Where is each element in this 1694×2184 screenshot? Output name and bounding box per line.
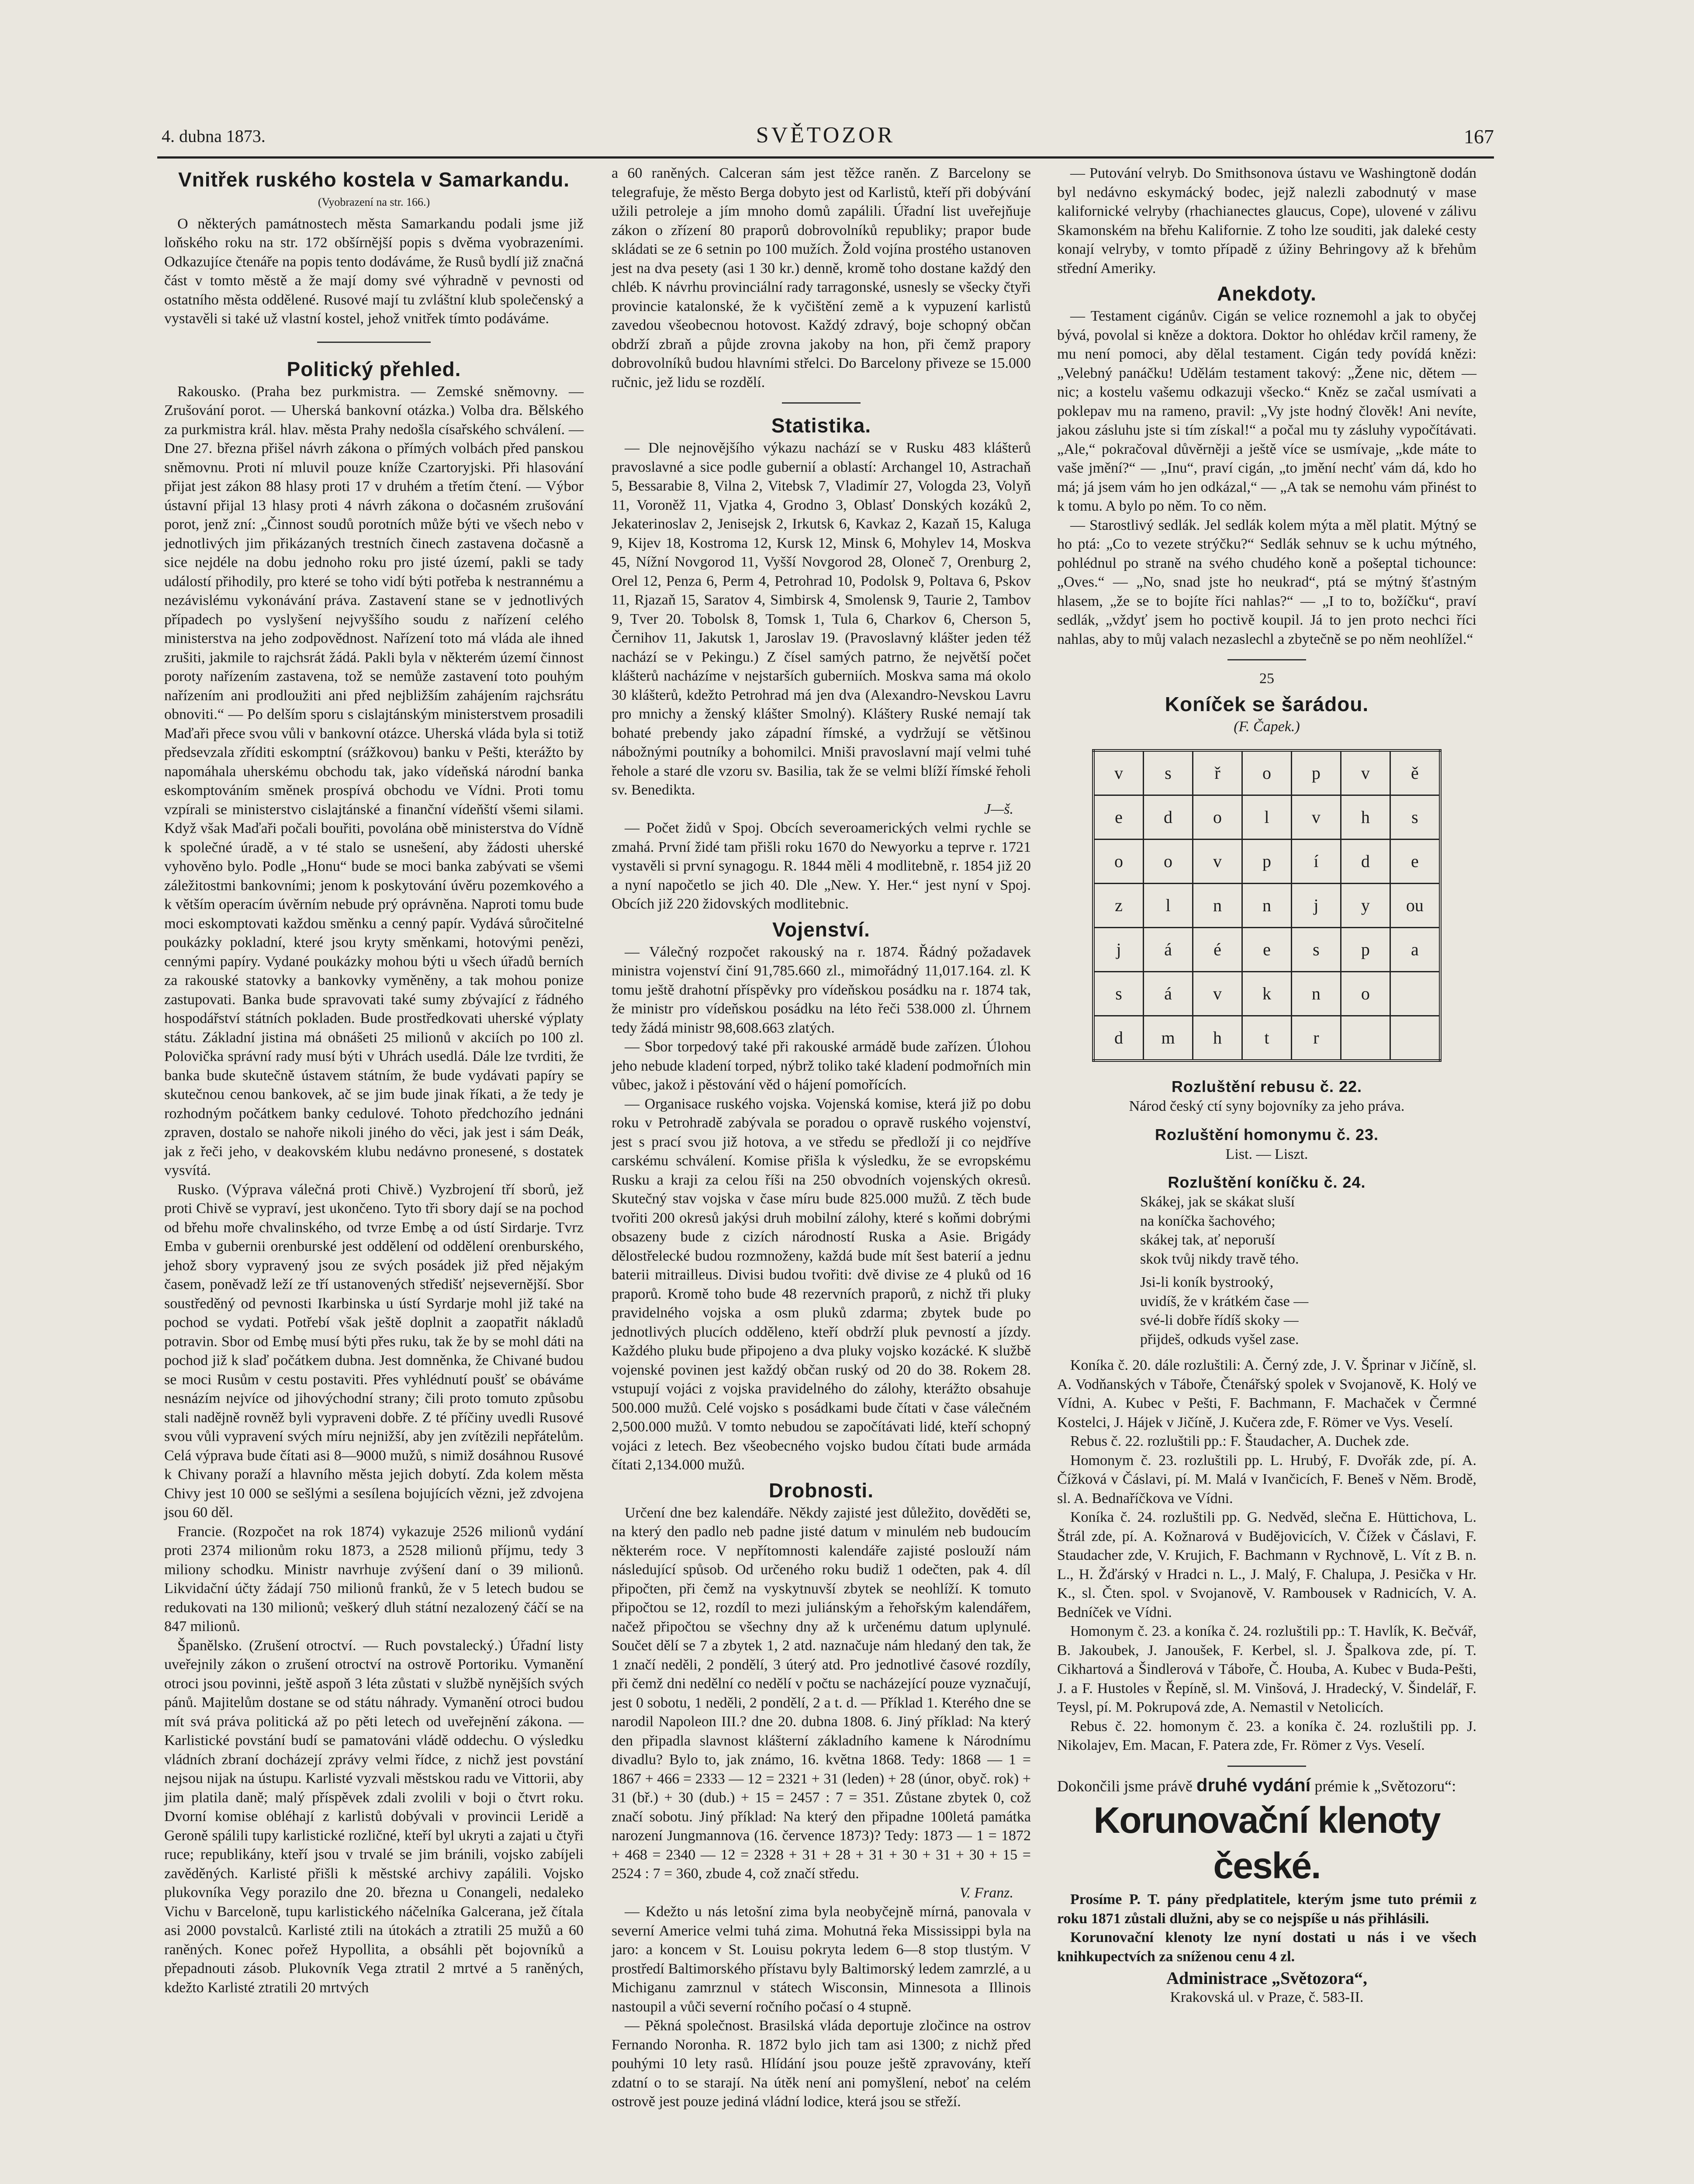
puzzle-cell: ou [1390,884,1440,928]
puzzle-cell: p [1341,928,1390,972]
puzzle-number: 25 [1259,670,1274,687]
paragraph: Určení dne bez kalendáře. Někdy zajisté jest důležito, dověděti se, na který den padlo neb padne jisté datum v minulém neb budoucím některém roce. V nepřítomnosti kalendáře zajisté poslouží nám následující spůsob. Od určeného roku budiž 1 odečten, pak 4. díl připočten, při čemž na vyskytnuvší zbytek se neohlíží. K tomuto připočtou se 12, rozdíl to mezi juliánským a řehořským kalendářem, načež připočtou se všechny dny až k určenému datum uplynulé. Součet dělí se 7 a zbytek 1, 2 atd. naznačuje nám hledaný den tak, že 1 značí neděli, 2 pondělí, 3 úterý atd. Pro jednotlivé časové rozdíly, při čemž dni nedělní co nedělí v počtu se nacházející pouze vyznačují, jest 0 sobotu, 1 neděli, 2 pondělí, 2 a t. d. — Příklad 1. Kterého dne se narodil Napoleon III.? dne 20. dubna 1808. 6. Jiný příklad: Na který den připadla slavnost klášterní základního kamene k Národnímu divadlu? Bylo to, jak známo, 16. května 1868. Tedy: 1868 — 1 = 1867 + 466 = 2333 — 12 = 2321 + 31 (leden) + 28 (únor, obyč. rok) + 31 (bř.) + 30 (dub.) + 15 = 2457 : 7 = 351. Zůstane zbytek 0, což značí sobotu. Jiný příklad: Na který den připadne 100letá památka narození Jungmannova (16. července 1873)? Tedy: 1873 — 1 = 1872 + 468 = 2340 — 12 = 2328 + 31 + 28 + 31 + 30 + 31 + 30 + 15 = 2524 : 7 = 360, zbude 4, což značí středu. [612,1504,1031,1882]
puzzle-row [1093,884,1440,928]
advertisement-text: Prosíme P. T. pány předplatitele, kterým jsme tuto prémii z roku 1871 zůstali dlužni, aby se co nejspíše u nás přihlásili. [1057,1891,1476,1927]
puzzle-cell: á [1144,928,1193,972]
puzzle-cell: ě [1390,750,1440,795]
paragraph: — Organisace ruského vojska. Vojenská komise, která již po dobu roku v Petrohradě zabývala se poradou o opravě ruského vojenství, jest s prací svou již hotova, a ve středu se předloží ji co nejdříve carskému schválení. Komise přišla k výsledku, že se evropskému Rusku a kraji za celou říši na 250 obvodních vojenských okresů. Skutečný stav vojska v čase míru bude 825.000 mužů. Z těch bude tvořiti 200 okresů jakýsi druh mobilní zálohy, které s koňmi dobrými obsazeny bude z cizích národností Ruska a Asie. Brigády dělostřelecké budou rozmnoženy, každá bude mít šest baterií a jednu baterii mitrailleus. Divisi budou tvořiti: dvě divise ze 4 pluků od 16 praporů. Kromě toho bude 48 rezervních praporů, z nichž tři pluky pravidelného vojska a osm pluků zdarma; zbytek bude po jednotlivých plucích odděleno, kteří obdrží pluk pevností a jízdy. Každého pluku bude připojeno a dva pluky vojsko kozácké. K službě vojenské povinen jest každý občan ruský od 20 do 38. Rokem 28. vstupují vojáci z vojska pravidelného do zálohy, kterážto obsahuje 500.000 mužů. Celé vojsko s posádkami bude čítati v čase válečném 2,500.000 mužů. V tomto nebudou se započítávati lidé, kteří schopný vojáci z letech. Bez všeobecného vojsko budou čítati bude armáda čítati 2,134.000 mužů. [612,1095,1031,1473]
puzzle-cell: n [1242,884,1291,928]
section-divider [317,342,431,343]
puzzle-cell: h [1193,1016,1242,1061]
ad-intro-text: prémie k „Světozoru“: [1314,1777,1456,1795]
puzzle-cell: e [1093,795,1144,840]
solvers-list: Koníka č. 24. rozluštili pp. G. Nedvěd, slečna E. Hüttichova, L. Štrál zde, pí. A. Kožnarová v Budějovicích, V. Čížek v Čáslavi, F. Staudacher zde, V. Krujich, F. Bachmann v Rychnově, L. Vít z B. n. L., H. Žďárský v Hradci n. L., J. Malý, F. Chalupa, J. Pesička v Hr. K., sl. Čten. spol. v Svojanově, V. Rambousek v Radnicích, V. A. Bedníček ve Vídni. [1057,1509,1476,1621]
page-header [157,117,1494,159]
paragraph: — Sbor torpedový také při rakouské armádě bude zařízen. Úlohou jeho nebude kladení torped, nýbrž toliko také kladení podmořních min vůbec, jakož i pěstování věd o hájení pomořících. [612,1039,1031,1093]
verse-line: na koníčka šachového; [1140,1213,1276,1229]
article-subtitle: (Vyobrazení na str. 166.) [318,196,430,208]
verse-line: skákej tak, ať neporuší [1140,1232,1276,1248]
puzzle-row [1093,1016,1440,1061]
section-divider [1227,1766,1306,1767]
puzzle-cell: é [1193,928,1242,972]
puzzle-cell: j [1093,928,1144,972]
puzzle-row [1093,840,1440,884]
solution-title: Rozluštění homonymu č. 23. [1155,1125,1379,1144]
column-3 [1057,164,1476,2007]
puzzle-cell: z [1093,884,1144,928]
issue-date: 4. dubna 1873. [162,126,266,146]
solution-verse [1057,1192,1476,1349]
puzzle-row [1093,972,1440,1016]
puzzle-cell: s [1093,972,1144,1016]
section-title: Drobnosti. [769,1479,874,1502]
paragraph: — Kdežto u nás letošní zima byla neobyčejně mírná, panovala v severní Americe velmi tuhá zima. Mohutná řeka Mississippi byla na jaro: a koncem v St. Louisu pokryta ledem 6—8 stop tlustým. V prostředí Baltimorského přístavu byly Baltimorský ledem zamrzlé, a u Michiganu zamrznul v státech Wisconsin, Minnesota a Illinois nastoupil a vůči severní ročního počasí o 4 stupně. [612,1904,1031,2015]
puzzle-cell [1341,1016,1390,1061]
section-divider [1227,659,1306,660]
paragraph: — Pěkná společnost. Brasilská vláda deportuje zločince na ostrov Fernando Noronha. R. 1872 bylo jich tam asi 1300; z nichž před pouhými 10 lety rasů. Hlídání jsou pouze ještě zpravovány, kteří zdatní o to se starají. Na útěk není ani pomyšlení, neboť na celém ostrově jest pouze jediná vládní lodice, která jsou se střeží. [612,2018,1031,2110]
puzzle-cell: s [1291,928,1341,972]
puzzle-cell: d [1093,1016,1144,1061]
verse-line: skok tvůj nikdy travě tého. [1140,1251,1299,1267]
puzzle-cell: k [1242,972,1291,1016]
puzzle-cell: h [1341,795,1390,840]
paragraph: a 60 raněných. Calceran sám jest těžce raněn. Z Barcelony se telegrafuje, že město Berga dobyto jest od Karlistů, kteří při dobývání užili petroleje a jím mnoho domů zapálili. Úřadní list uveřejňuje zákon o zřízení 80 praporů dobrovolníků republiky; prapor bude skládati se ze 6 setnin po 100 mužích. Žold vojína prostého ustanoven jest na dva pesety (asi 1 30 kr.) denně, kromě toho dostane každý den chléb. K návrhu provinciální rady tarragonské, usnesly se všecky čtyři provincie katalonské, že k vyčištění země a k vypuzení karlistů zavedou všeobecnou hotovost. Každý zdravý, boje schopný občan obdrží zbraň a půjde zrovna jakoby na hon, při čemž prapory dobrovolníků budou hlavními střelci. Do Barcelony přiveze se 15.000 ručnic, jež lidu se rozdělí. [612,165,1031,390]
verse-line: přijdeš, odkuds vyšel zase. [1140,1331,1299,1348]
section-title: Anekdoty. [1217,282,1317,305]
puzzle-cell: s [1390,795,1440,840]
verse-line: své-li dobře řídíš skoky — [1140,1312,1299,1328]
puzzle-cell: v [1341,750,1390,795]
puzzle-cell: v [1093,750,1144,795]
puzzle-cell [1390,1016,1440,1061]
puzzle-cell: n [1193,884,1242,928]
column-1 [164,164,584,1997]
puzzle-cell: j [1291,884,1341,928]
paragraph: — Testament cigánův. Cigán se velice roznemohl a jak to obyčej bývá, povolal si kněze a doktora. Doktor ho ohlédav krčil rameny, že mu není pomoci, aby dělal testament. Cigán tedy povídá knězi: „Velebný panáčku! Udělám testament takový: „Žene nic, dětem — nic; a kostelu vašemu odkazuji všecko.“ Kněz se začal usmívati a poklepav mu na rameno, pravil: „Vy jste hodný člověk! Ani nevíte, jakou zásluhu jste si tím získal!“ a počal mu ty zásluhy vypočítávati. „Ale,“ pokračoval důvěrněji a ještě více se usmívaje, „kde máte to vaše jmění?“ — „Inu“, praví cigán, „to jmění nechť vám dá, kdo ho má; já jsem vám ho jen odkázal,“ — „A tak se nemohu vám přinést to k tomu. A bylo po něm. To co něm. [1057,308,1476,514]
puzzle-cell: a [1390,928,1440,972]
puzzle-author: (F. Čapek.) [1234,718,1300,735]
advertisement-headline: Korunovační klenoty české. [1093,1800,1440,1886]
puzzle-cell: ř [1193,750,1242,795]
puzzle-cell: p [1291,750,1341,795]
article-title: Vnitřek ruského kostela v Samarkandu. [178,168,570,191]
puzzle-cell: í [1291,840,1341,884]
solution-title: Rozluštění rebusu č. 22. [1171,1078,1362,1095]
paragraph: Španělsko. (Zrušení otroctví. — Ruch povstalecký.) Úřadní listy uveřejnily zákon o zrušení otroctví na ostrově Portoriku. Vymanění otroci jsou povinni, ještě aspoň 3 léta zůstati v službě nynějších svých pánů. Majitelům dostane se od státu náhrady. Vymanění otroci budou mít svá práva politická až po pěti letech od uveřejnění zákona. — Karlistické povstání budí se pamatováni vládě oddechu. O výsledku vládních zbraní docházejí zprávy velmi řídce, z nichž jest povstání nejsou nijak na ústupu. Karlisté vyzvali městskou radu ve Vittorii, aby jim platila daně; malý příspěvek zdali zvolili v boji o čtvrt roku. Dvorní komise obléhají z karlistů dobývali v provincii Leridě a Geroně spálili tupy karlistické rozličné, kteří byl ukryti a zajati u čtyři ruce; republikány, kteří jsou v trvalé se jim bránili, vojsko zabíjeli zavěděných. Karlisté přišli k městské archivy zapálili. Vojsko plukovníka Vegy porazilo dne 20. března u Conangeli, nedaleko Vichu v Barceloně, tupu karlistického náčelníka Galcerana, jež čítala asi 2000 povstalců. Karlisté ztili na útokách a ztratili 25 mužů a 60 raněných. Konec pořež Hypollita, a obsáhli pět bojovníků a přepadnouti zásob. Plukovník Vega ztratil 2 mrtvé a 5 raněných, kdežto Karlisté ztratili 20 mrtvých [164,1637,584,1996]
puzzle-row [1093,928,1440,972]
solvers-list: Koníka č. 20. dále rozluštili: A. Černý zde, J. V. Šprinar v Jičíně, sl. A. Vodňanských v Táboře, Čtenářský spolek v Svojanově, K. Holý ve Vídni, A. Kubec v Pešti, F. Bachmann, F. Machaček v Čermné Kostelci, J. Hájek v Jičíně, J. Kučera zde, F. Römer ve Vys. Veselí. [1057,1357,1476,1431]
verse-line: Skákej, jak se skákat sluší [1140,1194,1295,1210]
paragraph: Rakousko. (Praha bez purkmistra. — Zemské sněmovny. — Zrušování porot. — Uherská bankovní otázka.) Volba dra. Bělského za purkmistra král. hlav. města Prahy nedošla císařského schválení. — Dne 27. března přišel návrh zákona o přímých volbách před panskou sněmovnu. Proti ní mluvil pouze kníže Czartoryjski. Při hlasování přijat jest zákon 88 hlasy proti 17 v druhém a třetím čtení. — Výbor ústavní přijal 13 hlasy proti 4 návrh zákona o dočasném zrušování porot, jenž zní: „Činnost soudů porotních může býti ve všech nebo v jednotlivých jim přikázaných trestních činech zastavena dočasně a sice nejdéle na dobu jednoho roku pro jisté území, pakli se tady událostí přihodily, pro které se toho vidí býti potřeba k nestrannému a nezávislému vykonávání práva. Zastavení stane se v jednotlivých případech po vyslyšení nejvyššího soudu z nařízení celého ministerstva na jeho zodpovědnost. Nařízení toto má vláda ale ihned zrušiti, jakmile to rajchsrát žádá. Pakli byla v některém území činnost poroty nařízením zastavena, tož se nemůže zastavení toto pouhým nařízením ani prodloužiti ani před nejbližším zahájením rajchsrátu obnoviti.“ — Po delším sporu s cislajtánským ministerstvem prosadili Maďaři přece svou vůli v bankovní otázce. Uherská vláda byla si totiž předsevzala zříditi eskomptní (srážkovou) banku v Pešti, kterážto by napomáhala uherskému obchodu tak, jako vídeňská národní banka eskomptováním směnek prospívá obchodu ve Vídni. Proti tomu vzpírali se ministerstvo cislajtánské a finanční vídeňští všemi silami. Když však Maďaři počali bouřiti, povolána obě ministerstva do Vídně k společné úradě, a v té stalo se usnešení, aby žádosti uherské vyhověno bylo. Podle „Honu“ bude se moci banka zabývati se všemi záležitostmi bankovními; jenom k poskytování úvěru pozemkového a k větším operacím úvěrním nebude prý oprávněna. Naproti tomu bude moci eskomptovati každou směnku a cenný papír. Vydává sůročitelné poukázky pokladní, které jsou kryty směnkami, hotovými penězi, cennými papíry. Vydané poukázky mohou býti u všech úřadů berních za rakouské statovky a bankovky vyměněny, a tak mohou ponize zastupovati. Banka bude spravovati také sumy zbývající z řádného hospodářství státních pokladen. Bude prostředkovati uherské výplaty státu. Základní jistina má obnášeti 25 milionů v akciích po 100 zl. Polovička správní rady musí býti v Uhrách usedlá. Dále lze tvrditi, že banka bude skutečně ústavem státním, že bude vydávati papíry se skutečnou cenou bankovek, ač se jim bude jinak říkati, a že tedy je rozhodným počátkem banky cedulové. Tohoto předchozího jednáni zpraven, dostalo se nahoře nikoli jiného do věci, jak jest i sám Deák, jak z řeči jeho, v deakovském klubu nedávno pronesené, s dostatek vysvítá. [164,383,584,1178]
puzzle-cell: o [1093,840,1144,884]
puzzle-cell: t [1242,1016,1291,1061]
puzzle-cell: d [1144,795,1193,840]
puzzle-cell: s [1144,750,1193,795]
verse-line: Jsi-li koník bystrooký, [1140,1274,1274,1290]
solution-text: List. — Liszt. [1225,1146,1308,1162]
paragraph: O některých památnostech města Samarkandu podali jsme již loňského roku na str. 172 obšírnější popis s dvěma vyobrazeními. Odkazujíce čtenáře na popis tento dodáváme, že Rusů bydlí již značná část v tomto městě a že mají domy své výhradně v pevnosti od ostatního města oddělené. Rusové mají tu zvláštní klub společenský a vystavěli si také už vlastní kostel, jehož vnitřek tímto podáváme. [164,215,584,327]
signature: V. Franz. [959,1884,1013,1901]
advertisement-text: Korunovační klenoty lze nyní dostati u nás i ve všech knihkupectvích za sníženou cenu 4 zl. [1057,1929,1476,1965]
puzzle-cell: v [1291,795,1341,840]
masthead-title: SVĚTOZOR [756,123,895,148]
solvers-list: Homonym č. 23. rozluštili pp. L. Hrubý, F. Dvořák zde, pí. A. Čížková v Čáslavi, pí. M. Malá v Ivančicích, F. Beneš v Něm. Brodě, sl. A. Bednaříčkova ve Vídni. [1057,1452,1476,1507]
puzzle-cell: y [1341,884,1390,928]
solvers-list: Rebus č. 22. homonym č. 23. a koníka č. 24. rozluštili pp. J. Nikolajev, Em. Macan, F. Patera zde, Fr. Römer z Vys. Veselí. [1057,1718,1476,1753]
paragraph: — Dle nejnovějšího výkazu nachází se v Rusku 483 klášterů pravoslavné a sice podle gubernií a oblastí: Archangel 10, Astrachaň 5, Bessarabie 8, Vilna 2, Vitebsk 7, Vladimír 27, Vologda 23, Volyň 11, Voroněž 11, Vjatka 4, Grodno 3, Oblasť Donských kozáků 2, Jekaterinoslav 2, Jenisejsk 2, Irkutsk 6, Kavkaz 2, Kazaň 15, Kaluga 9, Kijev 18, Kostroma 12, Kursk 12, Minsk 6, Mohylev 14, Moskva 45, Nížní Novgorod 11, Vyšší Novgorod 28, Oloneč 7, Orenburg 2, Orel 12, Penza 6, Perm 4, Petrohrad 10, Podolsk 9, Poltava 6, Pskov 11, Rjazaň 15, Saratov 4, Simbirsk 4, Smolensk 9, Taurie 2, Tambov 9, Tver 20. Tobolsk 8, Tomsk 1, Tula 6, Charkov 6, Cherson 5, Černihov 11, Jakutsk 1, Jaroslav 19. (Pravoslavný klášter jeden též nachází se v Pekingu.) Z čísel samých patrno, že největší počet klášterů nacházíme v nejstarších guberniích. Moskva sama má okolo 30 klášterů, kdežto Petrohrad má jen dva (Alexandro-Nevskou Lavru pro mnichy a ženský klášter Smolný). Kláštery Ruské nemají tak bohaté prebendy jako západní římské, a vydržují se většinou nábožnými poutníky a bohomilci. Mniši pravoslavní mají velmi tuhé řehole a staré dle vzoru sv. Basilia, tak že se velmi blíží římské řeholi sv. Benedikta. [612,440,1031,798]
puzzle-cell: o [1193,795,1242,840]
ad-intro-text: Dokončili jsme právě [1057,1777,1193,1795]
paragraph: Francie. (Rozpočet na rok 1874) vykazuje 2526 milionů vydání proti 2374 milionům roku 1873, a 2528 milionů příjmu, tedy 3 miliony schodku. Ministr navrhuje zvýšení daní o 39 milionů. Likvidační účty žádají 750 milionů franků, že v 5 letech budou se redukovati na 130 milionů; veškerý dluh státní nezalozený čáčí se na 847 milionů. [164,1523,584,1635]
signature: J—š. [984,801,1013,817]
solvers-list: Homonym č. 23. a koníka č. 24. rozluštili pp.: T. Havlík, K. Bečvář, B. Jakoubek, J. Janoušek, F. Kerbel, sl. J. Špalkova zde, pí. T. Cikhartová a Šindlerová v Táboře, Č. Houba, A. Kubec v Buda-Pešti, J. a F. Hustoles v Řepíně, sl. M. Vinšová, J. Hradecký, V. Šindelář, F. Teysl, pí. M. Pokrupová zde, A. Nemastil v Netolicích. [1057,1623,1476,1715]
puzzle-cell: m [1144,1016,1193,1061]
advertisement-address: Krakovská ul. v Praze, č. 583-II. [1170,1989,1364,2005]
column-2 [612,164,1031,2111]
puzzle-cell: o [1144,840,1193,884]
advertisement-intro [1057,1776,1476,1796]
knight-puzzle-grid [1092,749,1442,1062]
section-title: Politický přehled. [287,357,461,380]
puzzle-cell: p [1242,840,1291,884]
paragraph: — Počet židů v Spoj. Obcích severoamerických velmi rychle se zmahá. První židé tam přišli roku 1670 do Newyorku a teprve r. 1721 vystavěli si první synagogu. R. 1844 měli 4 modlitebně, r. 1854 již 20 a nyní napočetlo se jich 40. Dle „New. Y. Her.“ jest nyní v Spoj. Obcích již 220 židovských modlitebnic. [612,820,1031,912]
section-title: Statistika. [771,414,871,437]
paragraph: — Starostlivý sedlák. Jel sedlák kolem mýta a měl platit. Mýtný se ho ptá: „Co to vezete strýčku?“ Sedlák sehnuv se k uchu mýtného, pohlédnul po straně na svého chudého koně a pošeptal tichounce: „Oves.“ — „No, snad jste ho neukrad“, ptá se mýtný šťastným hlasem, „že se to bojíte říci nahlas?“ — „I to to, božíčku“, praví sedlák, „vždyť jsem ho poctivě koupil. Já to jen proto nechci říci nahlas, aby to můj valach nezaslechl a zbytečně se po něm neohlížel.“ [1057,517,1476,647]
puzzle-cell: r [1291,1016,1341,1061]
puzzle-cell: n [1291,972,1341,1016]
advertisement-signature: Administrace „Světozora“, [1166,1968,1367,1988]
solution-title: Rozluštění koníčku č. 24. [1168,1173,1366,1191]
puzzle-row [1093,750,1440,795]
puzzle-cell [1390,972,1440,1016]
puzzle-cell: v [1193,840,1242,884]
paragraph: Rusko. (Výprava válečná proti Chivě.) Vyzbrojení tří sborů, jež proti Chivě se vypraví, jest ukončeno. Tyto tři sbory dají se na pochod od břehu moře chvalinského, od tvrze Embę a od ústí Sirdarje. Tvrz Emba v gubernii orenburské jest oddělení od oddělení orenburského, jehož sbory vypravený jsou ze svých posádek již před nějakým časem, poněvadž leží ze tří ustanovených středišť nejsevernější. Sbor soustředěný od pevnosti Ikarbinska u ústí Syrdarje mohl již také na pochod se vydati. Potřebí však ještě doplnit a zaopatřit nákladů potravin. Sbor od Embę musí býti přes ruku, tak že by se mohl dáti na pochod již k slaď počátkem dubna. Jest domněnka, že Chivané budou se moci Rusům v cestu postaviti. Přes vyhlédnutí poušť se obáváme nesnázím nejvíce od jihovýchodní strany; čili proto tomuto způsobu stali nadějně rovněž byli vypraveni dobře. Z té příčiny uvedli Rusové svou vůli vypravení svých míru nejnižší, aby jen zvítězili nepřátelům. Celá výprava bude čítati asi 8—9000 mužů, s nimiž dosáhnou Rusové k Chivany poraží a hlavního města jejich dobytí. Zda kolem města Chivy jest 10 000 se sešlými a sesílena bojujících vězni, jež zdvojena jsou 60 děl. [164,1181,584,1521]
puzzle-row [1093,795,1440,840]
puzzle-title: Koníček se šarádou. [1165,692,1369,715]
puzzle-cell: l [1144,884,1193,928]
section-title: Vojenství. [772,918,870,941]
solvers-list: Rebus č. 22. rozluštili pp.: F. Štaudacher, A. Duchek zde. [1070,1433,1409,1449]
puzzle-cell: á [1144,972,1193,1016]
puzzle-cell: e [1242,928,1291,972]
solution-text: Národ český ctí syny bojovníky za jeho práva. [1129,1098,1405,1114]
paragraph: — Válečný rozpočet rakouský na r. 1874. Řádný požadavek ministra vojenství činí 91,785.660 zl., mimořádný 11,017.164. zl. K tomu ještě drahotní příspěvky pro vídeňskou posádku na r. 1874 tak, že ministr pro vídeňskou posádku na léto řeči 538.000 zl. Úhrnem tedy žádá ministr 98,608.663 zlatých. [612,943,1031,1036]
puzzle-cell: e [1390,840,1440,884]
puzzle-cell: v [1193,972,1242,1016]
puzzle-cell: o [1341,972,1390,1016]
ad-intro-bold: druhé vydání [1196,1774,1311,1795]
puzzle-cell: l [1242,795,1291,840]
page-number: 167 [1464,125,1494,148]
section-divider [782,402,861,404]
paragraph: — Putování velryb. Do Smithsonova ústavu ve Washingtoně dodán byl nedávno eskymácký bodec, jejž nalezli zabodnutý v mase kalifornické velryby (rhachianectes glaucus, Cope), ulovené v zálivu Skamonském na břehu Kalifornie. Z toho lze souditi, jak daleké cesty konají velryby, v tomto případě z úžiny Behringovy až k břehům střední Ameriky. [1057,165,1476,276]
puzzle-cell: d [1341,840,1390,884]
puzzle-cell: o [1242,750,1291,795]
verse-line: uvidíš, že v krátkém čase — [1140,1293,1309,1310]
